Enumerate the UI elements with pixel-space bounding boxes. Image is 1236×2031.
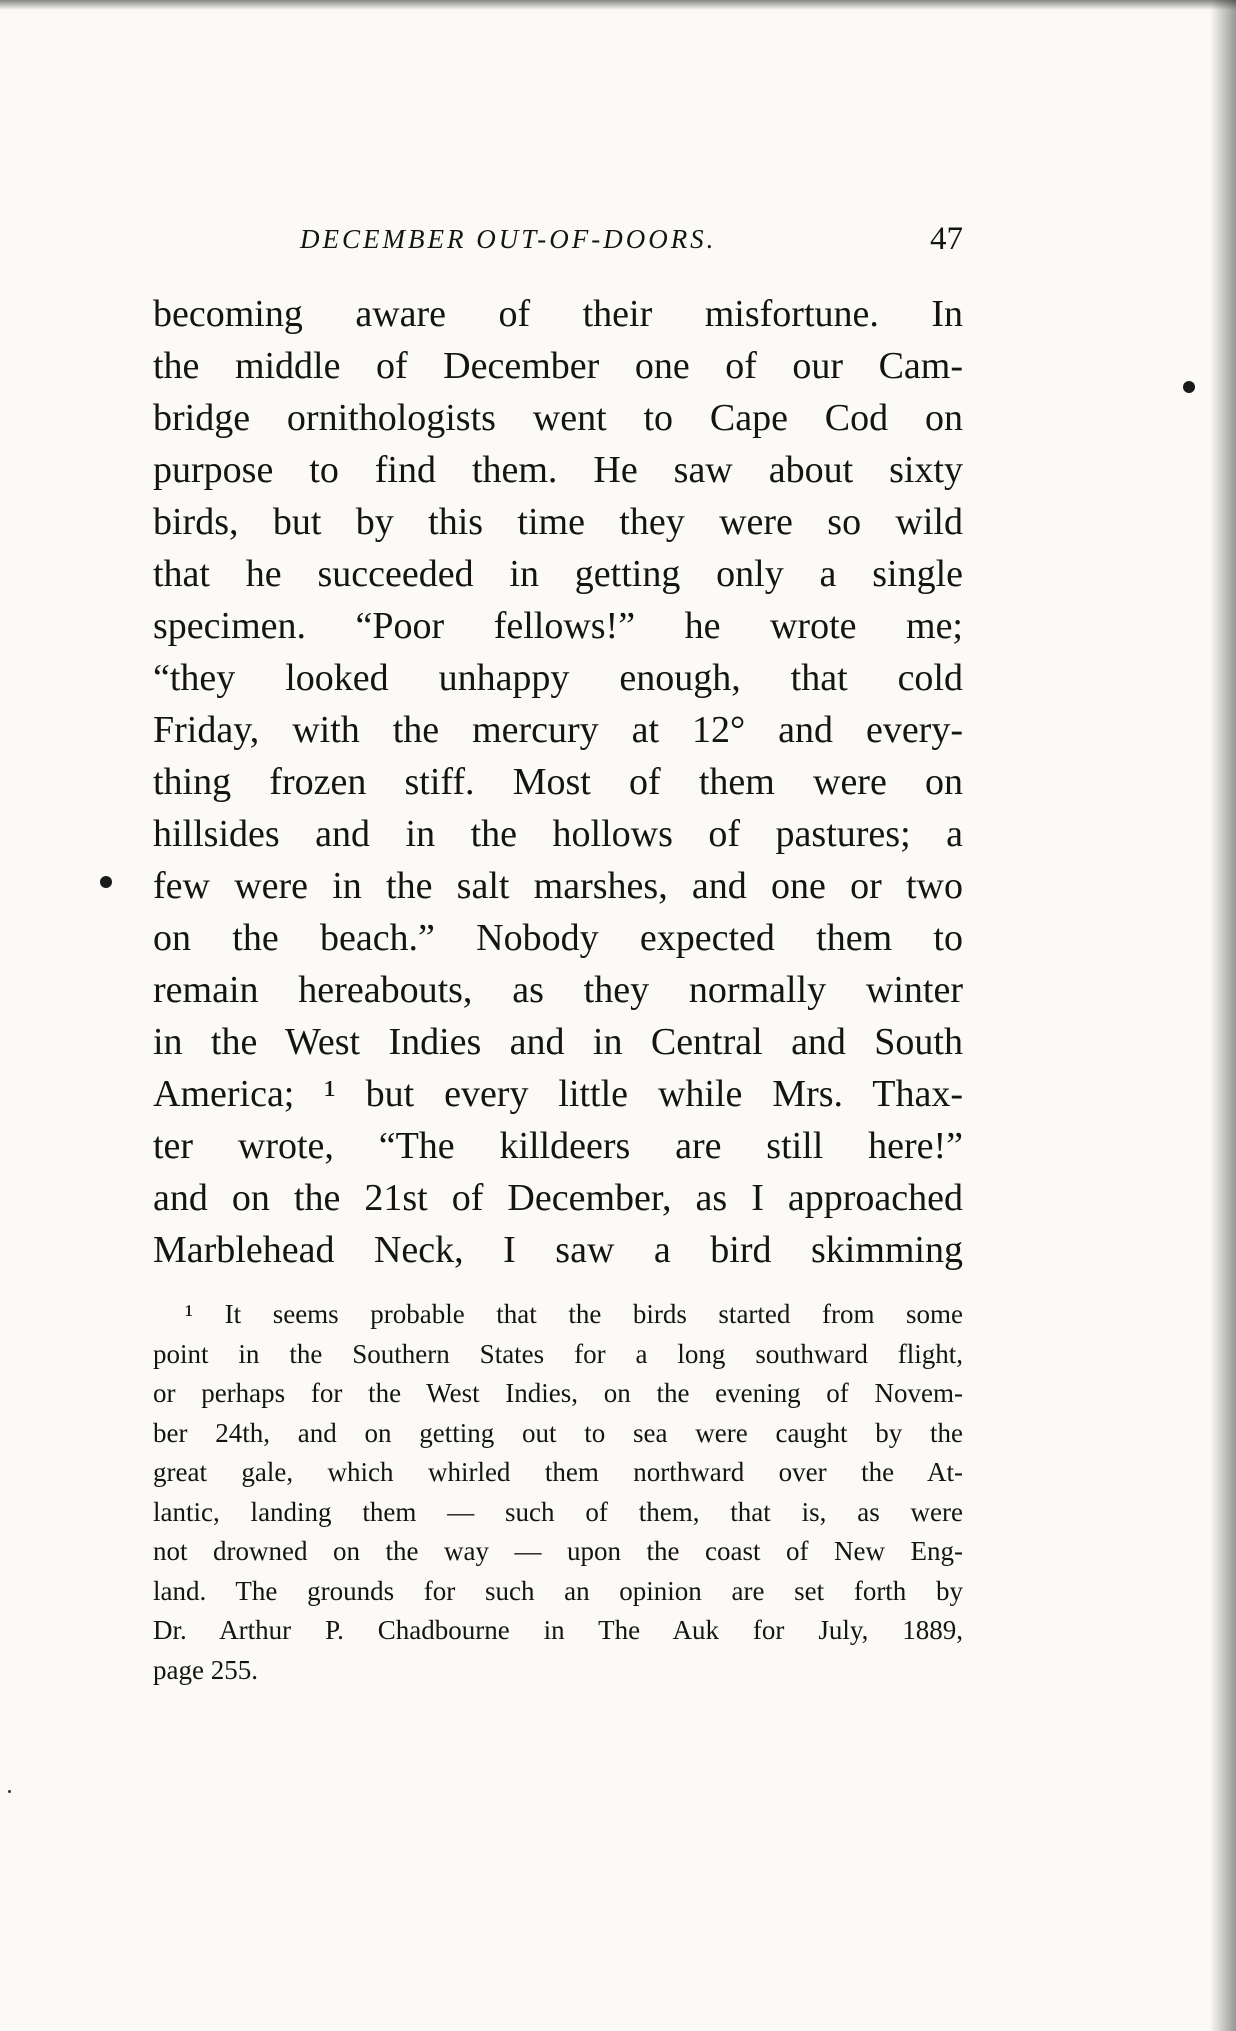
footnote-line: land. The grounds for such an opinion are set forth by xyxy=(153,1575,963,1606)
text-line: ter wrote, “The killdeers are still here!” xyxy=(153,1125,963,1167)
text-line: Marblehead Neck, I saw a bird skimming xyxy=(153,1229,963,1271)
margin-mark-left xyxy=(100,876,112,888)
footnote-line: ber 24th, and on getting out to sea were caught by the xyxy=(153,1417,963,1448)
text-line: the middle of December one of our Cam- xyxy=(153,345,963,387)
footnote-line: not drowned on the way — upon the coast of New Eng- xyxy=(153,1536,963,1566)
text-line: birds, but by this time they were so wild xyxy=(153,501,963,543)
footnote-line: point in the Southern States for a long southward flight, xyxy=(153,1338,963,1369)
page-number: 47 xyxy=(930,221,963,257)
text-line: in the West Indies and in Central and South xyxy=(153,1021,963,1063)
text-line: bridge ornithologists went to Cape Cod on xyxy=(153,397,963,439)
text-line: Friday, with the mercury at 12° and every- xyxy=(153,709,963,751)
text-line: on the beach.” Nobody expected them to xyxy=(153,917,963,959)
footnote-line: great gale, which whirled them northward over the At- xyxy=(153,1457,963,1487)
text-line: that he succeeded in getting only a single xyxy=(153,553,963,595)
text-line: remain hereabouts, as they normally winter xyxy=(153,969,963,1011)
running-title: DECEMBER OUT-OF-DOORS. xyxy=(300,224,717,254)
text-line: specimen. “Poor fellows!” he wrote me; xyxy=(153,605,963,647)
running-head xyxy=(150,214,963,264)
text-line: “they looked unhappy enough, that cold xyxy=(153,657,963,699)
footnote-line: ¹ It seems probable that the birds started from some xyxy=(185,1299,963,1329)
body-text xyxy=(153,288,963,1276)
text-line: America; ¹ but every little while Mrs. Thax- xyxy=(153,1073,963,1115)
footnote-line: or perhaps for the West Indies, on the evening of Novem- xyxy=(153,1378,963,1408)
footnote xyxy=(153,1295,963,1690)
scan-edge-top xyxy=(0,0,1236,10)
text-line: becoming aware of their misfortune. In xyxy=(153,293,963,335)
text-line: purpose to find them. He saw about sixty xyxy=(153,449,963,491)
margin-mark-right xyxy=(1183,381,1195,393)
scan-speck xyxy=(8,1790,11,1793)
text-line: thing frozen stiff. Most of them were on xyxy=(153,761,963,803)
footnote-line: Dr. Arthur P. Chadbourne in The Auk for July, 1889, xyxy=(153,1615,963,1645)
footnote-line: lantic, landing them — such of them, that is, as were xyxy=(153,1496,963,1527)
scan-edge-right xyxy=(1210,0,1236,2031)
text-line: few were in the salt marshes, and one or two xyxy=(153,865,963,907)
text-line: hillsides and in the hollows of pastures; a xyxy=(153,813,963,855)
text-line: and on the 21st of December, as I approached xyxy=(153,1177,963,1219)
footnote-line: page 255. xyxy=(153,1654,258,1685)
